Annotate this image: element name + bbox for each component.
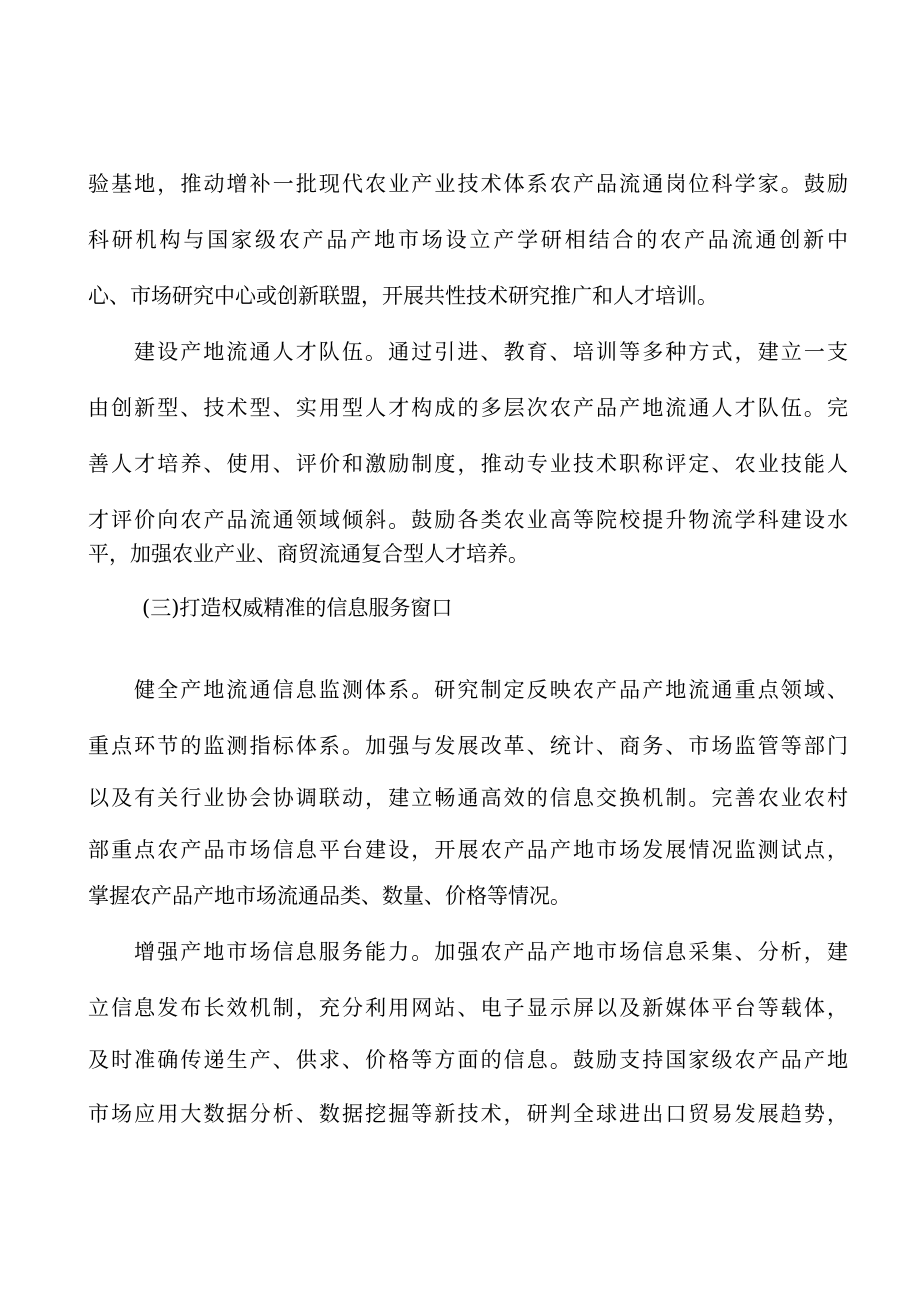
paragraph-2-line-1: 建设产地流通人才队伍。通过引进、教育、培训等多种方式，建立一支 bbox=[134, 340, 848, 364]
paragraph-1-line-2: 科研机构与国家级农产品产地市场设立产学研相结合的农产品流通创新中 bbox=[88, 228, 848, 252]
paragraph-2-line-3: 善人才培养、使用、评价和激励制度，推动专业技术职称评定、农业技能人 bbox=[88, 452, 848, 476]
paragraph-2-line-2: 由创新型、技术型、实用型人才构成的多层次农产品产地流通人才队伍。完 bbox=[88, 396, 848, 420]
paragraph-3-line-4: 部重点农产品市场信息平台建设，开展农产品产地市场发展情况监测试点， bbox=[88, 838, 848, 862]
paragraph-3-line-5: 掌握农产品产地市场流通品类、数量、价格等情况。 bbox=[88, 884, 571, 908]
paragraph-2-line-5: 平，加强农业产业、商贸流通复合型人才培养。 bbox=[88, 542, 529, 566]
section-heading: (三)打造权威精准的信息服务窗口 bbox=[142, 596, 453, 620]
paragraph-4-line-4: 市场应用大数据分析、数据挖掘等新技术，研判全球进出口贸易发展趋势， bbox=[88, 1102, 848, 1126]
paragraph-4-line-2: 立信息发布长效机制，充分利用网站、电子显示屏以及新媒体平台等载体， bbox=[88, 996, 848, 1020]
paragraph-3-line-3: 以及有关行业协会协调联动，建立畅通高效的信息交换机制。完善农业农村 bbox=[88, 786, 848, 810]
paragraph-2-line-4: 才评价向农产品流通领域倾斜。鼓励各类农业高等院校提升物流学科建设水 bbox=[88, 508, 848, 532]
paragraph-4-line-1: 增强产地市场信息服务能力。加强农产品产地市场信息采集、分析，建 bbox=[134, 940, 848, 964]
paragraph-3-line-2: 重点环节的监测指标体系。加强与发展改革、统计、商务、市场监管等部门 bbox=[88, 734, 848, 758]
paragraph-4-line-3: 及时准确传递生产、供求、价格等方面的信息。鼓励支持国家级农产品产地 bbox=[88, 1048, 848, 1072]
paragraph-1-line-1: 验基地，推动增补一批现代农业产业技术体系农产品流通岗位科学家。鼓励 bbox=[88, 172, 848, 196]
paragraph-3-line-1: 健全产地流通信息监测体系。研究制定反映农产品产地流通重点领域、 bbox=[134, 678, 848, 702]
paragraph-1-line-3: 心、市场研究中心或创新联盟，开展共性技术研究推广和人才培训。 bbox=[88, 284, 718, 308]
